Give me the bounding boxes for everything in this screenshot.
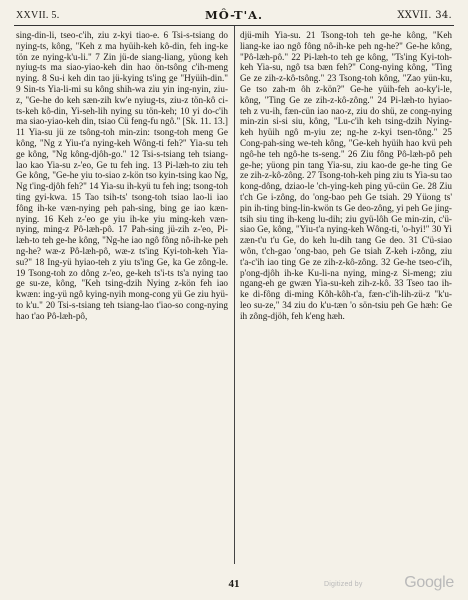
header-book-title: MÔ-T'A. [204,8,264,22]
watermark-prefix: Digitized by [324,581,363,588]
left-text-column [16,30,228,322]
header-right-reference: XXVII. 34. [397,10,452,21]
header-left-reference: XXVII. 5. [16,10,60,21]
left-column-text: sing-din-li, tseo-c'ih, ziu z-kyi tiao-e. 6 Tsi-s-tsiang do nying-ts, kông, "Keh z ma hyüih-keh kô-din, feh ing-ke tön ze nying-k'u-li." 7 Zin jü-de siang-liang, yüong keh nyiug-ts ma siao-yiao-keh din hao ön-tsông c'ih-meng nying. 8 Su-i keh din tao jü-kying ts'ing ge "Hyüih-din." 9 Sin-ts Yia-li-mi su kông shih-wa ziu yin ing-nyin, ziu-z, "Ge-he do keh sæn-zih kw'e nyiug-ts, ziu-z tön-kô ci-ts-keh kô-din, Yi-seh-lih nying su tön-keh; 10 yi do-c'ih ma siao-yiao-keh din, tsiao Cü feng-fu ngô." [Sk. 11. 13.] 11 Yia-su jü ze tsông-toh min-zin: tsong-toh meng Ge kông, "Ng z Yiu-t'a nying-keh Wông-ti feh?" Yia-su teh ge kông, "Ng kông-djôh-go." 12 Tsi-s-tsiang teh tsiang-lao kao Yia-su z-'eo, Ge tu feh ing. 13 Pi-læh-to ziu teh Ge kông, "Ge-he yiu to-siao z-kön tso kyin-tsing kao Ng, Ng t'ing-djôh feh?" 14 Yia-su ih-kyü tu feh ing; tsong-toh ting gyi-kwa. 15 Tao tsih-ts' tsong-toh tsiao lao-li iao fông ih-ke væn-nying peh pah-sing, bing ge iao kæn-nying. 16 Keh z-'eo ge yiu ih-ke yiu ming-keh væn-nying, ming-z Pô-læh-pô. 17 Pah-sing jü-zih z-'eo, Pi-læh-to teh ge-he kông, "Ng-he iao ngô fông nô-ih-ke peh ng-he? wæ-z Pô-læh-pô, wæ-z ts'ing Kyi-toh-keh Yia-su?" 18 Ing-yü hyiao-teh z yiu ts'ing Ge, ka Ge zông-le. 19 Tsong-toh zo dông z-'eo, ge-keh ts'i-ts ts'a nying tao ge su-ze, kông, "Keh tsing-dzih Nying z-kön feh iao kwæn: ing-yü ngô kying-nyih mong-cong yü Ge ziu hyü-to k'u." 20 Tsi-s-tsiang teh tsiang-lao t'iao-so cong-nying hao t'ao Pô-læh-pô, [16,30,228,321]
column-divider [234,26,235,564]
right-column-text: djü-mih Yia-su. 21 Tsong-toh teh ge-he kông, "Keh liang-ke iao ngô fông nô-ih-ke peh ng-he?" Ge-he kông, "Pô-læh-pô." 22 Pi-læh-to teh ge kông, "Ts'ing Kyi-toh-keh Yia-su, ngô tsa bæn feh?" Cong-nying kông, "Ting Ge ze zih-z-kô-tsông." 23 Tsong-toh kông, "Zao yün-ku, Ge tso zah-m ôh z-kön?" Ge-he yüih-feh ao-ky'i-le, kông, "Ting Ge ze zih-z-kô-zông." 24 Pi-læh-to hyiao-teh z vu-ih, fæn-cün iao nao-z, ziu do shü, ze cong-nying min-zin si-si siu, kông, "Lu-c'ih keh tsing-dzih Nying-keh hyüih ngô m-yiu ze; ng-he z-kyi tsen-tông." 25 Cong-pah-sing we-teh kông, "Ge-keh hyüih hao kvü peh ngô-he teh ngô-he ts-seng." 26 Ziu fông Pô-læh-pô peh ge-he; yüong pin tang Yia-su, ziu kao-de ge-he ting Ge ze zih-z-kô-zông. 27 Tsong-toh-keh ping ziu ts Yia-su tao kong-dông, dziao-le 'ch-ying-keh ping yü-cün Ge. 28 Ziu t'ch Ge i-zông, do 'ong-bao peh Ge tsiah. 29 Yüong ts' pin ih-ting bing-lin-kwön ts Ge deo-zông, yi peh Ge jing-tsih siu ting ih-keng lu-dih; ziu gyü-lôh Ge min-zin, c'ü-siao Ge, kông, "Yiu-t'a nying-keh Wông-ti, 'o-hyi!" 30 Yi zæn-t'u t'u Ge, do keh lu-dih tang Ge deo. 31 C'ü-siao wôn, t'ch-gao 'ong-bao, peh Ge tsiah Z-keh i-zông, ziu t'a-c'ih iao ting Ge ze zih-z-kô-zông. 32 Ge-he tseo-c'ih, p'ong-djôh ih-ke Ku-li-na nying, ming-z Si-meng; ziu ngang-eh ge gwæn Yia-su-keh zih-z-kô. 33 Tseo tao ih-ke di-fông di-ming Kôh-kôh-t'a, fæn-c'ih-lih-zü-z "k'u-leo su-ze," 34 ziu do k'u-tæn 'o sön-tsiu peh Ge hæh: Ge ih zông-djöh, feh k'eng hæh. [240,30,452,321]
page-number: 41 [228,578,240,590]
digitization-watermark [324,572,454,592]
right-text-column [240,30,452,322]
watermark-brand: Google [404,574,454,591]
running-header [16,8,452,24]
